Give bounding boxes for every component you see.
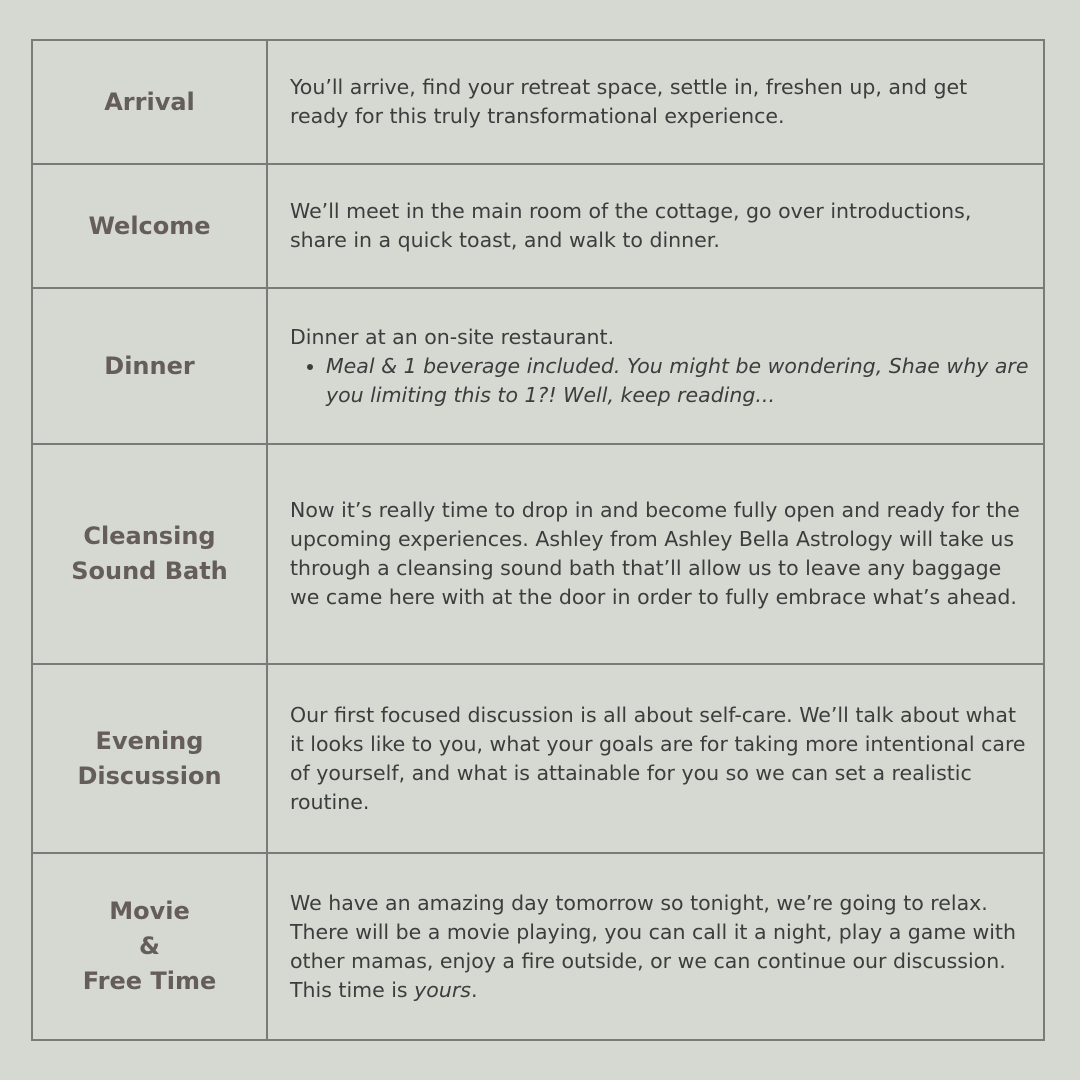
- label-line: Free Time: [82, 967, 217, 995]
- row-description-dinner: [267, 288, 1044, 444]
- row-label-movie-free-time: [32, 853, 267, 1040]
- row-description-welcome: We’ll meet in the main room of the cottage, go over introductions, share in a quick toast, and walk to dinner.: [267, 164, 1044, 288]
- label-line: Cleansing: [83, 522, 216, 550]
- description-text: We have an amazing day tomorrow so tonight, we’re going to relax. There will be a movie playing, you can call it a night, play a game with other mamas, enjoy a fire outside, or we can continue our discussion. This time is: [290, 890, 1016, 1002]
- schedule-table: [31, 39, 1045, 1041]
- row-label-welcome: Welcome: [32, 164, 267, 288]
- dinner-bullet-list: [290, 352, 1029, 410]
- row-label-cleansing-sound-bath: [32, 444, 267, 664]
- table-row: [32, 288, 1044, 444]
- label-line: Evening: [95, 726, 204, 755]
- row-label-arrival: Arrival: [32, 40, 267, 164]
- label-line: Discussion: [77, 761, 222, 790]
- table-row: [32, 40, 1044, 164]
- dinner-bullet-item: • Meal & 1 beverage included. You might be wondering, Shae why are you limiting this to 1?! Well, keep reading...: [326, 352, 1029, 410]
- label-line: &: [139, 932, 160, 960]
- table-row: [32, 444, 1044, 664]
- label-line: Movie: [109, 897, 190, 925]
- table-row: [32, 664, 1044, 853]
- row-description-movie-free-time: [267, 853, 1044, 1040]
- table-row: [32, 853, 1044, 1040]
- table-row: [32, 164, 1044, 288]
- row-label-dinner: Dinner: [32, 288, 267, 444]
- label-line: Sound Bath: [71, 557, 228, 585]
- row-description-evening-discussion: Our first focused discussion is all about self-care. We’ll talk about what it looks like to you, what your goals are for taking more intentional care of yourself, and what is attainable for you so we can set a realistic routine.: [267, 664, 1044, 853]
- description-end: .: [470, 977, 478, 1002]
- emphasis-text: yours: [414, 977, 471, 1002]
- row-description-arrival: You’ll arrive, find your retreat space, settle in, freshen up, and get ready for this truly transformational experience.: [267, 40, 1044, 164]
- dinner-intro-text: Dinner at an on-site restaurant.: [290, 324, 615, 349]
- row-description-cleansing-sound-bath: Now it’s really time to drop in and become fully open and ready for the upcoming experiences. Ashley from Ashley Bella Astrology will take us through a cleansing sound bath that’ll allow us to leave any baggage we came here with at the door in order to fully embrace what’s ahead.: [267, 444, 1044, 664]
- row-label-evening-discussion: [32, 664, 267, 853]
